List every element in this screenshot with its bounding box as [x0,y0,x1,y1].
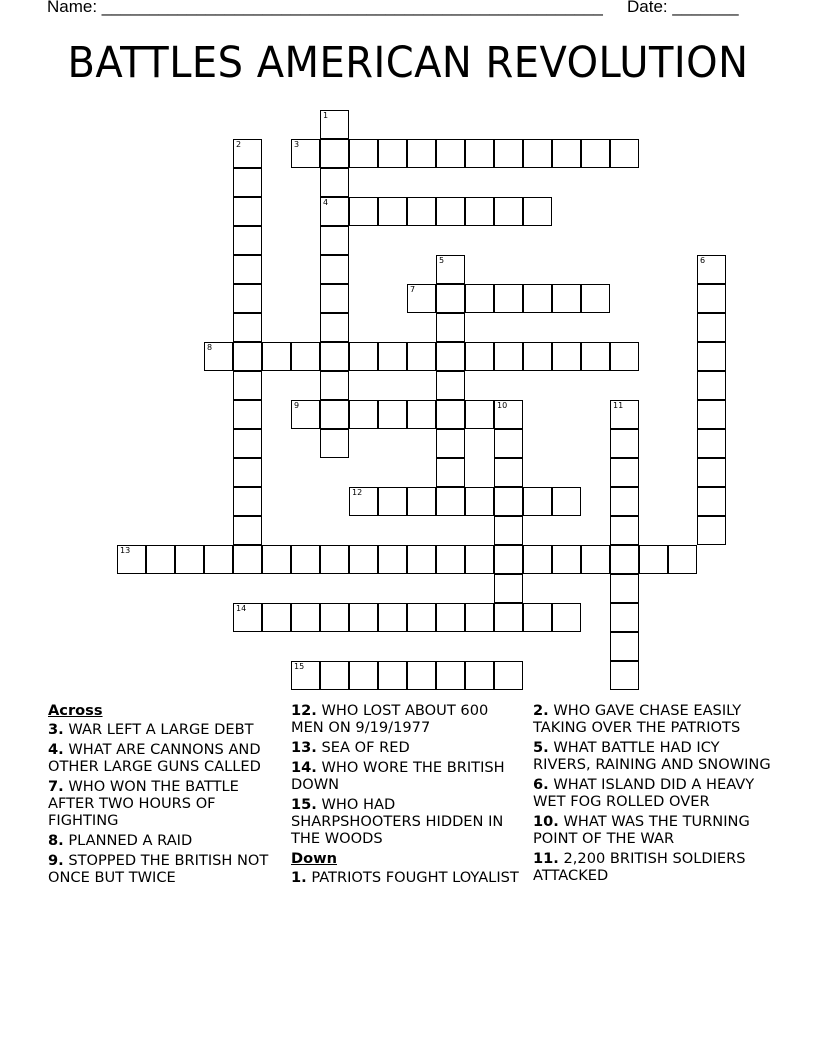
clue-number: 2 [236,140,242,149]
crossword-cell[interactable] [407,197,436,226]
clue-column-3 [533,702,773,887]
crossword-cell[interactable] [233,168,262,197]
crossword-cell[interactable] [320,661,349,690]
crossword-cell[interactable] [320,313,349,342]
clue-number: 10 [497,401,508,410]
crossword-cell[interactable] [262,342,291,371]
crossword-cell[interactable] [407,139,436,168]
crossword-cell[interactable] [407,545,436,574]
crossword-cell[interactable] [436,487,465,516]
crossword-cell[interactable] [407,342,436,371]
crossword-cell[interactable] [610,139,639,168]
crossword-cell[interactable] [523,342,552,371]
crossword-cell[interactable] [610,574,639,603]
crossword-cell[interactable] [291,342,320,371]
clue-number: 1 [323,111,329,120]
name-field-label: Name: _____________________________________________________ [47,0,603,16]
clue-number: 14 [236,604,247,613]
crossword-cell[interactable] [494,342,523,371]
crossword-cell[interactable] [117,545,146,574]
crossword-cell[interactable] [465,139,494,168]
crossword-cell[interactable] [233,255,262,284]
crossword-cell[interactable] [407,661,436,690]
crossword-cell[interactable] [349,487,378,516]
across-heading: Across [48,702,103,719]
crossword-cell[interactable] [233,139,262,168]
crossword-cell[interactable] [436,284,465,313]
crossword-cell[interactable] [320,226,349,255]
crossword-cell[interactable] [697,400,726,429]
across-clue: 12. WHO LOST ABOUT 600 MEN ON 9/19/1977 [291,702,489,736]
across-clue: 14. WHO WORE THE BRITISH DOWN [291,759,505,793]
crossword-cell[interactable] [697,429,726,458]
crossword-cell[interactable] [697,313,726,342]
crossword-cell[interactable] [262,603,291,632]
crossword-cell[interactable] [610,342,639,371]
crossword-cell[interactable] [610,487,639,516]
crossword-cell[interactable] [378,661,407,690]
crossword-cell[interactable] [552,603,581,632]
crossword-cell[interactable] [204,342,233,371]
down-heading: Down [291,850,338,867]
clue-number: 15 [294,662,305,671]
crossword-cell[interactable] [378,487,407,516]
crossword-cell[interactable] [465,400,494,429]
crossword-cell[interactable] [436,255,465,284]
crossword-cell[interactable] [349,661,378,690]
crossword-cell[interactable] [494,574,523,603]
clue-column-1 [48,702,278,889]
crossword-cell[interactable] [349,603,378,632]
crossword-cell[interactable] [465,545,494,574]
crossword-cell[interactable] [465,284,494,313]
crossword-cell[interactable] [436,342,465,371]
crossword-cell[interactable] [552,545,581,574]
crossword-cell[interactable] [320,429,349,458]
crossword-cell[interactable] [668,545,697,574]
crossword-cell[interactable] [494,661,523,690]
clue-number: 5 [439,256,445,265]
across-clue: 3. WAR LEFT A LARGE DEBT [48,721,254,738]
crossword-cell[interactable] [233,313,262,342]
crossword-cell[interactable] [291,661,320,690]
clue-number: 3 [294,140,300,149]
crossword-cell[interactable] [349,545,378,574]
clue-number: 6 [700,256,706,265]
crossword-cell[interactable] [320,168,349,197]
crossword-cell[interactable] [697,255,726,284]
clue-number: 9 [294,401,300,410]
across-clue: 8. PLANNED A RAID [48,832,193,849]
crossword-cell[interactable] [233,516,262,545]
crossword-cell[interactable] [378,139,407,168]
crossword-cell[interactable] [610,632,639,661]
across-clue: 13. SEA OF RED [291,739,410,756]
clue-number: 8 [207,343,213,352]
crossword-cell[interactable] [436,603,465,632]
crossword-cell[interactable] [697,516,726,545]
crossword-cell[interactable] [465,342,494,371]
crossword-cell[interactable] [494,603,523,632]
page-title: BATTLES AMERICAN REVOLUTION [67,38,749,88]
crossword-cell[interactable] [320,139,349,168]
crossword-cell[interactable] [320,603,349,632]
crossword-cell[interactable] [465,197,494,226]
crossword-cell[interactable] [320,110,349,139]
down-clue: 10. WHAT WAS THE TURNING POINT OF THE WAR [533,813,750,847]
crossword-cell[interactable] [407,603,436,632]
crossword-cell[interactable] [581,342,610,371]
crossword-cell[interactable] [320,371,349,400]
crossword-cell[interactable] [291,603,320,632]
down-clue: 2. WHO GAVE CHASE EASILY TAKING OVER THE PATRIOTS [533,702,742,736]
crossword-cell[interactable] [378,400,407,429]
crossword-cell[interactable] [494,400,523,429]
crossword-cell[interactable] [494,458,523,487]
crossword-cell[interactable] [494,429,523,458]
crossword-cell[interactable] [378,342,407,371]
crossword-cell[interactable] [581,284,610,313]
crossword-cell[interactable] [320,197,349,226]
crossword-cell[interactable] [320,255,349,284]
crossword-cell[interactable] [523,545,552,574]
crossword-cell[interactable] [291,400,320,429]
crossword-cell[interactable] [233,226,262,255]
crossword-cell[interactable] [552,342,581,371]
crossword-cell[interactable] [407,487,436,516]
down-clue: 6. WHAT ISLAND DID A HEAVY WET FOG ROLLED OVER [533,776,755,810]
crossword-cell[interactable] [697,371,726,400]
crossword-cell[interactable] [378,603,407,632]
crossword-cell[interactable] [610,458,639,487]
down-clue: 1. PATRIOTS FOUGHT LOYALIST [291,869,519,886]
crossword-cell[interactable] [581,139,610,168]
across-clue: 4. WHAT ARE CANNONS AND OTHER LARGE GUNS CALLED [48,741,261,775]
crossword-cell[interactable] [523,284,552,313]
crossword-cell[interactable] [349,197,378,226]
across-clue: 9. STOPPED THE BRITISH NOT ONCE BUT TWICE [48,852,269,886]
crossword-cell[interactable] [610,400,639,429]
crossword-cell[interactable] [436,429,465,458]
crossword-cell[interactable] [465,487,494,516]
crossword-cell[interactable] [436,661,465,690]
crossword-cell[interactable] [436,313,465,342]
clue-number: 4 [323,198,329,207]
crossword-cell[interactable] [697,342,726,371]
crossword-cell[interactable] [407,400,436,429]
clue-number: 11 [613,401,624,410]
crossword-cell[interactable] [494,197,523,226]
crossword-cell[interactable] [233,458,262,487]
crossword-cell[interactable] [233,400,262,429]
crossword-cell[interactable] [378,197,407,226]
crossword-cell[interactable] [349,400,378,429]
crossword-cell[interactable] [349,342,378,371]
crossword-cell[interactable] [204,545,233,574]
down-clue: 5. WHAT BATTLE HAD ICY RIVERS, RAINING AND SNOWING [533,739,771,773]
crossword-cell[interactable] [436,545,465,574]
crossword-cell[interactable] [320,284,349,313]
date-field-label: Date: _______ [627,0,739,16]
crossword-cell[interactable] [639,545,668,574]
across-clue: 7. WHO WON THE BATTLE AFTER TWO HOURS OF FIGHTING [48,778,239,829]
crossword-cell[interactable] [291,139,320,168]
crossword-cell[interactable] [233,545,262,574]
crossword-cell[interactable] [436,458,465,487]
crossword-cell[interactable] [552,284,581,313]
crossword-cell[interactable] [494,545,523,574]
crossword-cell[interactable] [523,139,552,168]
crossword-cell[interactable] [494,139,523,168]
crossword-cell[interactable] [465,661,494,690]
crossword-cell[interactable] [465,603,494,632]
clue-number: 12 [352,488,363,497]
crossword-cell[interactable] [233,487,262,516]
crossword-cell[interactable] [494,487,523,516]
crossword-cell[interactable] [233,371,262,400]
crossword-cell[interactable] [233,197,262,226]
crossword-cell[interactable] [320,545,349,574]
crossword-cell[interactable] [494,516,523,545]
crossword-cell[interactable] [523,603,552,632]
crossword-cell[interactable] [697,284,726,313]
crossword-cell[interactable] [233,429,262,458]
crossword-cell[interactable] [610,603,639,632]
crossword-cell[interactable] [610,429,639,458]
crossword-cell[interactable] [581,545,610,574]
crossword-cell[interactable] [436,139,465,168]
crossword-cell[interactable] [175,545,204,574]
crossword-cell[interactable] [436,197,465,226]
crossword-cell[interactable] [494,284,523,313]
crossword-cell[interactable] [349,139,378,168]
crossword-cell[interactable] [436,400,465,429]
down-clue: 11. 2,200 BRITISH SOLDIERS ATTACKED [533,850,746,884]
crossword-cell[interactable] [436,371,465,400]
crossword-cell[interactable] [233,342,262,371]
crossword-cell[interactable] [552,139,581,168]
crossword-cell[interactable] [610,661,639,690]
crossword-cell[interactable] [407,284,436,313]
clue-column-2 [291,702,523,889]
crossword-cell[interactable] [262,545,291,574]
crossword-cell[interactable] [552,487,581,516]
crossword-cell[interactable] [233,603,262,632]
crossword-cell[interactable] [291,545,320,574]
crossword-cell[interactable] [610,545,639,574]
crossword-cell[interactable] [320,400,349,429]
crossword-cell[interactable] [523,487,552,516]
clue-number: 13 [120,546,131,555]
crossword-cell[interactable] [697,458,726,487]
crossword-cell[interactable] [320,342,349,371]
crossword-cell[interactable] [233,284,262,313]
clue-number: 7 [410,285,416,294]
crossword-cell[interactable] [697,487,726,516]
crossword-cell[interactable] [610,516,639,545]
crossword-cell[interactable] [378,545,407,574]
across-clue: 15. WHO HAD SHARPSHOOTERS HIDDEN IN THE WOODS [291,796,504,847]
crossword-cell[interactable] [146,545,175,574]
crossword-cell[interactable] [523,197,552,226]
